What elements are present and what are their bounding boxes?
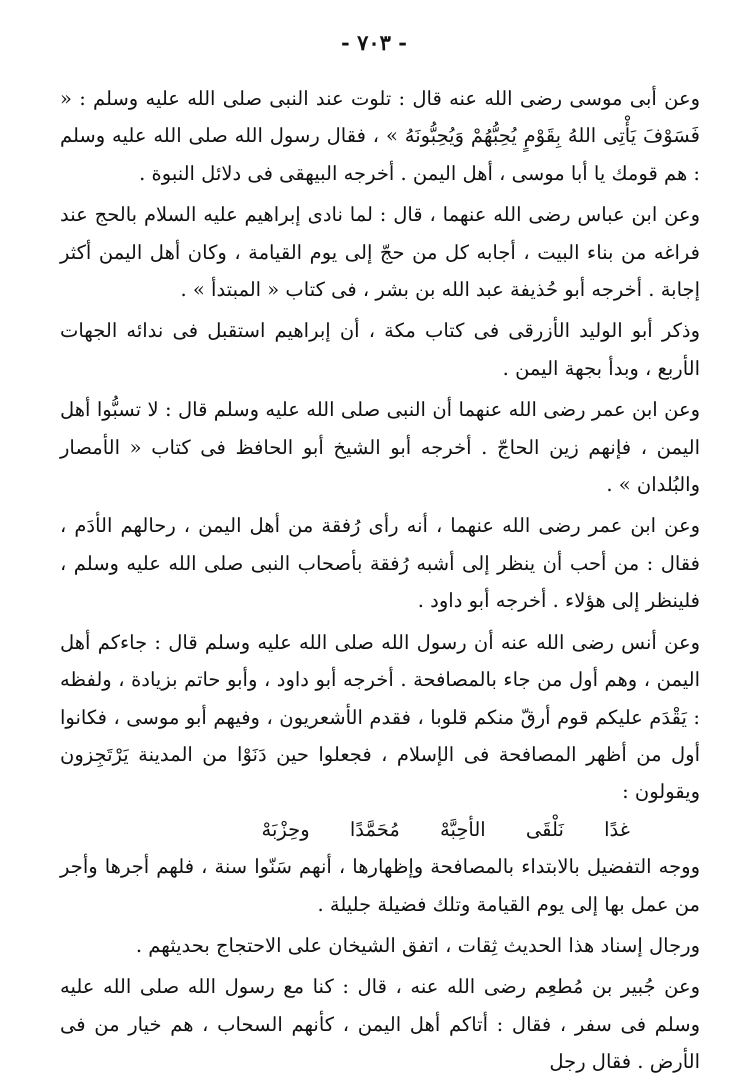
verse-word: نَلْقَى [525, 817, 564, 841]
paragraph-abu-musa: وعن أبى موسى رضى الله عنه قال : تلوت عند النبى صلى الله عليه وسلم : « فَسَوْفَ يَأْتِى اللهُ بِقَوْمٍ يُحِبُّهُمْ وَيُحِبُّونَهُ » ، فقال رسول الله صلى الله عليه وسلم : هم قومك يا أبا موسى ، أهل اليمن . أخرجه البيهقى فى دلائل النبوة . [60, 87, 700, 185]
body-text [60, 80, 700, 1081]
verse-word: مُحَمَّدًا [349, 817, 400, 841]
verse-word: وحِزْبَهْ [261, 817, 310, 841]
page-number: - ٧٠٣ - [341, 30, 407, 55]
paragraph-ibn-abbas: وعن ابن عباس رضى الله عنهما ، قال : لما نادى إبراهيم عليه السلام بالحج عند فراغه من بناء البيت ، أجابه كل من حجّ إلى يوم القيامة ، وكان أهل اليمن أكثر إجابة . أخرجه أبو حُذيفة عبد الله بن بشر ، فى كتاب « المبتدأ » . [60, 203, 700, 302]
paragraph-azraqi: وذكر أبو الوليد الأزرقى فى كتاب مكة ، أن إبراهيم استقبل فى ندائه الجهات الأربع ، وبدأ بجهة اليمن . [60, 319, 700, 380]
paragraph-jubair: وعن جُبير بن مُطعِم رضى الله عنه ، قال : كنا مع رسول الله صلى الله عليه وسلم فى سفر ، فقال : أتاكم أهل اليمن ، كأنهم السحاب ، هم خيار من فى الأرض . فقال رجل [60, 975, 700, 1074]
verse-word: الأحِبَّهْ [440, 817, 486, 841]
paragraph-ibn-umar-1: وعن ابن عمر رضى الله عنهما أن النبى صلى الله عليه وسلم قال : لا تسبُّوا أهل اليمن ، فإنهم زين الحاجّ . أخرجه أبو الشيخ أبو الحافظ فى كتاب « الأمصار والبُلدان » . [60, 398, 700, 497]
verse-line [60, 811, 700, 848]
paragraph-isnad: ورجال إسناد هذا الحديث ثِقات ، اتفق الشيخان على الاحتجاج بحديثهم . [135, 933, 700, 957]
verse-word: غدًا [604, 817, 630, 841]
paragraph-anas: وعن أنس رضى الله عنه أن رسول الله صلى الله عليه وسلم قال : جاءكم أهل اليمن ، وهم أول من جاء بالمصافحة . أخرجه أبو داود ، وأبو حاتم بزيادة ، ولفظه : يَقْدَم عليكم قوم أرقّ منكم قلوبا ، فقدم الأشعريون ، وفيهم أبو موسى ، فكانوا أول من أظهر المصافحة فى الإسلام ، فجعلوا حين دَنَوْا من المدينة يَرْتَجِزون ويقولون : [60, 630, 700, 804]
paragraph-ibn-umar-2: وعن ابن عمر رضى الله عنهما ، أنه رأى رُفقة من أهل اليمن ، رحالهم الأدَم ، فقال : من أحب أن ينظر إلى أشبه رُفقة بأصحاب النبى صلى الله عليه وسلم ، فلينظر إلى هؤلاء . أخرجه أبو داود . [60, 514, 700, 613]
paragraph-tafdil: ووجه التفضيل بالابتداء بالمصافحة وإظهارها ، أنهم سَنّوا سنة ، فلهم أجرها وأجر من عمل بها إلى يوم القيامة وتلك فضيلة جليلة . [60, 855, 700, 916]
